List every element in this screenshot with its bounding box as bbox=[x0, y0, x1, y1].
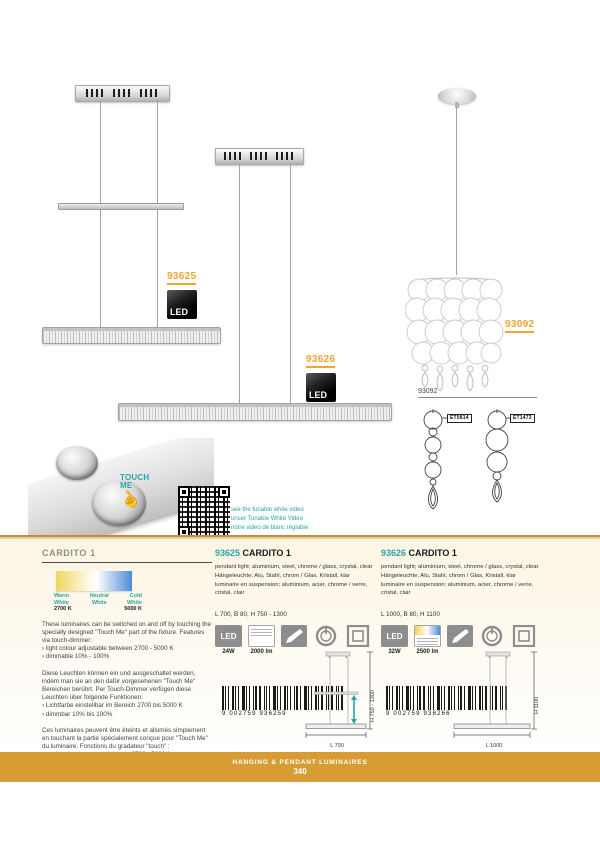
vent-slots bbox=[140, 89, 159, 97]
dimension-diagram-93625 bbox=[300, 650, 376, 749]
diagram-drawing bbox=[300, 650, 374, 738]
schematic-93092 bbox=[418, 388, 540, 520]
led-wattage bbox=[215, 625, 242, 655]
vent-slots bbox=[224, 152, 243, 160]
suspension-wire bbox=[456, 107, 457, 275]
qr-finder-icon bbox=[218, 486, 230, 498]
wattage-label: 24W bbox=[222, 649, 235, 655]
sku-label: 93626 bbox=[306, 354, 335, 368]
wattage-label: 32W bbox=[388, 649, 401, 655]
item-dimensions: L 700, B 80, H 750 - 1300 bbox=[215, 611, 287, 618]
product-tag-93092 bbox=[505, 319, 534, 333]
item-desc-de: Hängeleuchte; Alu, Stahl, chrom / Glas, Kristall, klar bbox=[215, 573, 350, 579]
vent-slots bbox=[113, 89, 132, 97]
item-name: CARDITO 1 bbox=[408, 548, 457, 558]
crystal-light-bar bbox=[118, 403, 392, 421]
part-label-et0814: ET0814 bbox=[447, 414, 472, 423]
product-photo-93626 bbox=[115, 146, 395, 424]
qr-finder-icon bbox=[178, 486, 190, 498]
dimmer-icon bbox=[313, 625, 339, 647]
series-info-column bbox=[42, 548, 212, 768]
item-desc-fr: luminaire en suspension; aluminium, acier, chrome / verre, cristal, clair bbox=[381, 582, 534, 596]
tunable-white-icon bbox=[248, 625, 275, 647]
barcode-93625 bbox=[222, 686, 292, 717]
vent-slots bbox=[250, 152, 269, 160]
dimension-diagram-93626 bbox=[450, 650, 540, 749]
tunable-white-icon bbox=[414, 625, 441, 647]
item-column-93626 bbox=[381, 548, 543, 655]
item-sku: 93625 bbox=[215, 548, 241, 558]
led-wattage bbox=[381, 625, 408, 655]
barcode-digits: 9 002759 936266 bbox=[386, 711, 451, 717]
footer-category-bar bbox=[0, 752, 600, 782]
touch-me-label: TOUCH ME bbox=[120, 473, 150, 490]
pointing-hand-icon: ☝ bbox=[117, 487, 144, 514]
height-dimension-label: H 1100 bbox=[534, 696, 540, 714]
item-sku: 93626 bbox=[381, 548, 407, 558]
item-desc-en: pendant light; aluminium, steel, chrome / glass, crystal, clear bbox=[381, 564, 539, 570]
lumen-label: 2500 lm bbox=[416, 649, 439, 655]
qr-code bbox=[178, 486, 230, 538]
sku-label: 93625 bbox=[167, 271, 196, 285]
led-icon: LED bbox=[381, 625, 408, 647]
temperature-gradient-bar bbox=[56, 571, 132, 591]
barcode-bars bbox=[222, 686, 292, 710]
bullet-en: › light colour adjustable between 2700 - 5000 K bbox=[42, 645, 174, 653]
item-dimensions: L 1000, B 80, H 1100 bbox=[381, 611, 440, 618]
item-desc-en: pendant light; aluminium, steel, chrome / glass, crystal, clear bbox=[215, 564, 373, 570]
item-desc-fr: luminaire en suspension; aluminium, acier, chrome / verre, cristal, clair bbox=[215, 582, 368, 596]
suspension-wire bbox=[239, 163, 240, 404]
schematic-title: 93092 bbox=[418, 388, 438, 395]
sku-label: 93092 bbox=[505, 319, 534, 333]
temp-cold: Cold White 5000 K bbox=[124, 593, 142, 612]
barcode-digits: 9 002759 936259 bbox=[222, 711, 287, 717]
lumen-label: 2000 lm bbox=[250, 649, 273, 655]
part-label-et1473: ET1473 bbox=[510, 414, 535, 423]
qr-caption-fr: notre video de blanc réglable bbox=[231, 525, 309, 531]
suspension-wire bbox=[100, 100, 101, 329]
temperature-labels bbox=[54, 593, 142, 613]
item-desc-de: Hängeleuchte; Alu, Stahl, chrom / Glas, Kristall, klar bbox=[381, 573, 516, 579]
item-column-93625 bbox=[215, 548, 373, 655]
qr-caption-de: unser Tunable White Video bbox=[231, 516, 303, 522]
led-badge: LED bbox=[167, 290, 197, 319]
length-dimension-label: L 700 bbox=[330, 743, 344, 749]
tunable-white-lumens bbox=[248, 625, 275, 655]
item-name: CARDITO 1 bbox=[242, 548, 291, 558]
temp-neutral: Neutral White bbox=[89, 593, 109, 606]
description-en: These luminaires can be switched on and off by touching the specially designed "Touch Me" part of the fixture. Features via touch-dimmer: bbox=[42, 620, 211, 644]
temp-warm: Warm White 2700 K bbox=[54, 593, 72, 612]
schematic-divider bbox=[418, 397, 537, 398]
description-fr: Ces luminaires peuvent être éteints et allumés simplement en touchant la partie spécialement conçue pour "Touch Me" du luminaire. Fonctions du gradateur "touch" : bbox=[42, 726, 208, 751]
product-tag-93625 bbox=[167, 271, 197, 319]
length-dimension-label: L 1000 bbox=[485, 743, 503, 749]
product-photo-93092 bbox=[400, 85, 515, 397]
bullet-de: › dimmbar 10% bis 100% bbox=[42, 710, 113, 718]
qr-caption bbox=[231, 506, 308, 533]
ceiling-canopy bbox=[75, 85, 170, 102]
bullet-de: › Lichtfarbe einstellbar im Bereich 2700 bis 5000 K bbox=[42, 702, 183, 710]
protection-class-2-icon bbox=[511, 625, 537, 647]
brush-icon bbox=[281, 625, 307, 647]
suspension-wire bbox=[290, 163, 291, 404]
vent-slots bbox=[86, 89, 105, 97]
diagram-drawing bbox=[450, 650, 538, 738]
series-title: CARDITO 1 bbox=[42, 548, 212, 563]
category-title: HANGING & PENDANT LUMINAIRES bbox=[232, 758, 368, 766]
height-dimension-label: H 750 - 1300 bbox=[370, 690, 376, 722]
tunable-white-lumens bbox=[414, 625, 441, 655]
product-tag-93626 bbox=[306, 354, 336, 402]
tunable-white-scale bbox=[54, 571, 142, 613]
vent-slots bbox=[276, 152, 295, 160]
page-number: 340 bbox=[293, 766, 307, 776]
protection-class-2-icon bbox=[345, 625, 371, 647]
led-icon: LED bbox=[215, 625, 242, 647]
led-badge: LED bbox=[306, 373, 336, 402]
description-de: Diese Leuchten können ein und ausgeschaltet werden, indem man sie an den dafür vorgesehenen "Touch Me" Bereichen berührt. Per Touch-Dimmer verfügen diese Leuchten über folgende Funktionen: bbox=[42, 669, 196, 702]
barcode-bars bbox=[386, 686, 456, 710]
dimmer-icon bbox=[479, 625, 505, 647]
shell-shade-illustration bbox=[405, 274, 505, 396]
qr-caption-en: see the tunable white video bbox=[231, 507, 304, 513]
brush-icon bbox=[447, 625, 473, 647]
bullet-en: › dimmable 10% - 100% bbox=[42, 653, 110, 661]
touch-button-small bbox=[56, 446, 98, 480]
barcode-93626 bbox=[386, 686, 456, 717]
item-heading bbox=[381, 548, 543, 558]
item-heading bbox=[215, 548, 373, 558]
